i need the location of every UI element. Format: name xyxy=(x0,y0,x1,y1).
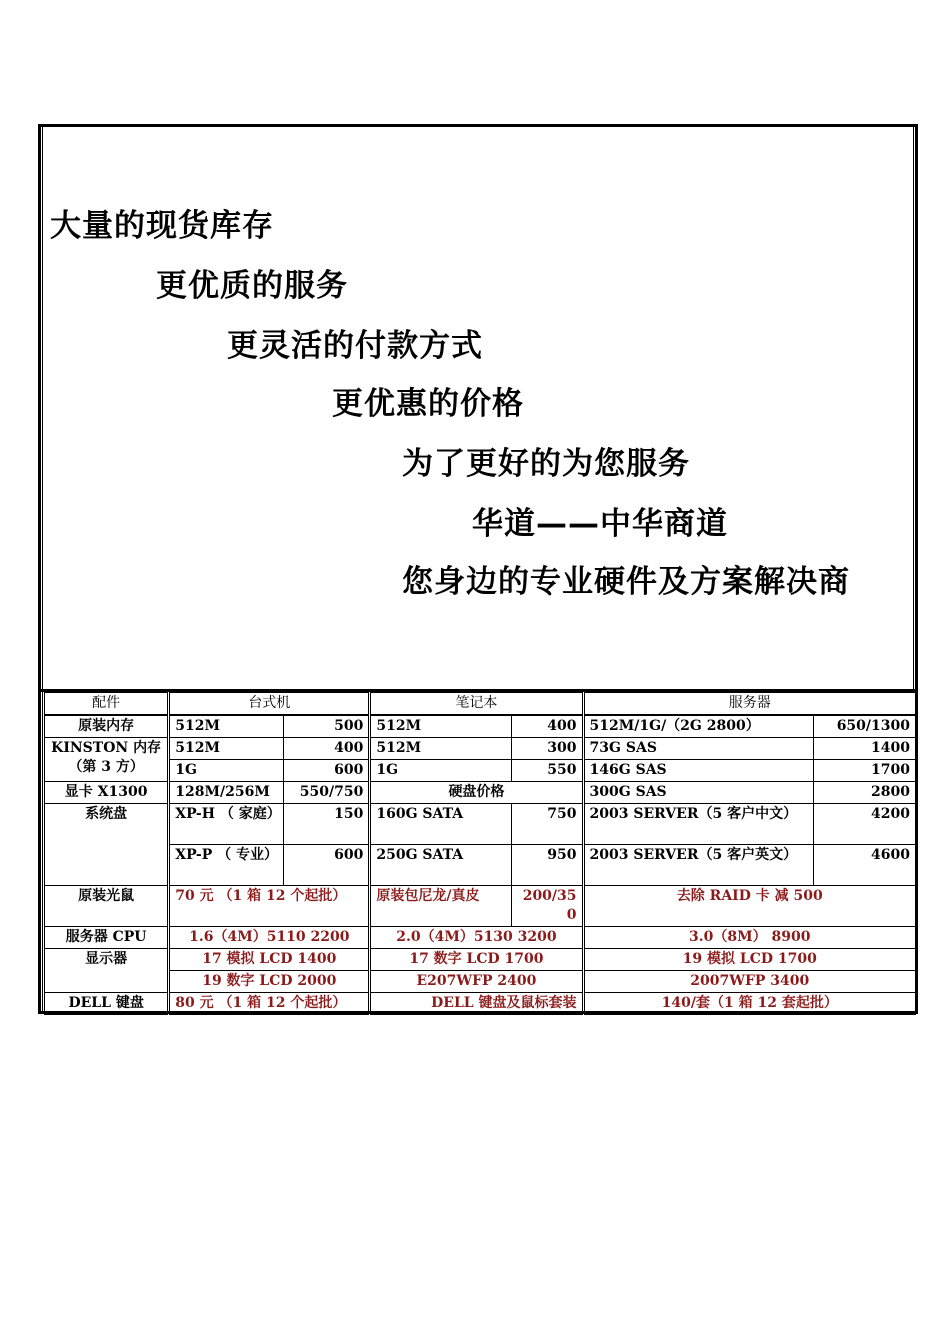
row-label: 服务器 CPU xyxy=(45,927,169,949)
desktop-item: 512M xyxy=(169,715,284,738)
desktop-price: 600 xyxy=(284,760,370,782)
server-item: 73G SAS xyxy=(583,738,813,760)
server-price: 1700 xyxy=(813,760,915,782)
server-item: 512M/1G/（2G 2800） xyxy=(583,715,813,738)
desktop-item: 512M xyxy=(169,738,284,760)
notebook-item: 512M xyxy=(370,715,511,738)
notebook-item: 512M xyxy=(370,738,511,760)
table-row xyxy=(45,886,916,927)
desktop-monitor: 19 数字 LCD 2000 xyxy=(169,971,370,993)
desktop-item: 128M/256M xyxy=(169,782,284,804)
notebook-hdd-header: 硬盘价格 xyxy=(370,782,583,804)
header-part: 配件 xyxy=(45,693,169,716)
price-table xyxy=(44,692,916,1015)
desktop-keyboard: 80 元 （1 箱 12 个起批） xyxy=(169,993,370,1015)
table-header-row xyxy=(45,693,916,716)
table-row xyxy=(45,993,916,1015)
header-server: 服务器 xyxy=(583,693,915,716)
server-price: 1400 xyxy=(813,738,915,760)
table-row xyxy=(45,949,916,971)
server-price: 2800 xyxy=(813,782,915,804)
row-label: 显示器 xyxy=(45,949,169,993)
server-offer: 去除 RAID 卡 减 500 xyxy=(583,886,915,927)
slogan-price: 更优惠的价格 xyxy=(332,386,524,422)
server-price: 4600 xyxy=(813,845,915,886)
notebook-price: 550 xyxy=(511,760,583,782)
notebook-price: 750 xyxy=(511,804,583,845)
notebook-item: 原装包尼龙/真皮 xyxy=(370,886,511,927)
server-item: 2003 SERVER（5 客户英文） xyxy=(583,845,813,886)
table-row xyxy=(45,782,916,804)
server-monitor: 19 模拟 LCD 1700 xyxy=(583,949,915,971)
server-item: 2003 SERVER（5 客户中文） xyxy=(583,804,813,845)
notebook-price: 950 xyxy=(511,845,583,886)
slogan-better-service: 为了更好的为您服务 xyxy=(402,446,690,482)
notebook-price: 300 xyxy=(511,738,583,760)
table-row xyxy=(45,927,916,949)
notebook-price: 400 xyxy=(511,715,583,738)
table-row xyxy=(45,738,916,760)
table-row xyxy=(45,715,916,738)
slogan-stock: 大量的现货库存 xyxy=(50,208,274,244)
row-label: 显卡 X1300 xyxy=(45,782,169,804)
table-row xyxy=(45,760,916,782)
row-label: 原装内存 xyxy=(45,715,169,738)
desktop-cpu: 1.6（4M）5110 2200 xyxy=(169,927,370,949)
server-item: 300G SAS xyxy=(583,782,813,804)
notebook-item: 1G xyxy=(370,760,511,782)
row-label: 原装光鼠 xyxy=(45,886,169,927)
notebook-item: 250G SATA xyxy=(370,845,511,886)
desktop-monitor: 17 模拟 LCD 1400 xyxy=(169,949,370,971)
server-price: 650/1300 xyxy=(813,715,915,738)
server-item: 146G SAS xyxy=(583,760,813,782)
desktop-item: XP-P （ 专业） xyxy=(169,845,284,886)
table-row xyxy=(45,804,916,845)
notebook-monitor: 17 数字 LCD 1700 xyxy=(370,949,583,971)
desktop-item: 1G xyxy=(169,760,284,782)
server-monitor: 2007WFP 3400 xyxy=(583,971,915,993)
desktop-price: 150 xyxy=(284,804,370,845)
desktop-offer: 70 元 （1 箱 12 个起批） xyxy=(169,886,370,927)
server-keyboard: 140/套（1 箱 12 套起批） xyxy=(583,993,915,1015)
table-row xyxy=(45,845,916,886)
notebook-price: 200/350 xyxy=(511,886,583,927)
desktop-price: 500 xyxy=(284,715,370,738)
header-desktop: 台式机 xyxy=(169,693,370,716)
notebook-monitor: E207WFP 2400 xyxy=(370,971,583,993)
notebook-keyboard: DELL 键盘及鼠标套装 xyxy=(370,993,583,1015)
header-notebook: 笔记本 xyxy=(370,693,583,716)
server-cpu: 3.0（8M） 8900 xyxy=(583,927,915,949)
desktop-price: 400 xyxy=(284,738,370,760)
row-label: 系统盘 xyxy=(45,804,169,886)
frame-right-line xyxy=(913,124,914,692)
slogan-service: 更优质的服务 xyxy=(156,268,348,304)
table-row xyxy=(45,971,916,993)
slogan-company: 华道——中华商道 xyxy=(472,506,728,542)
desktop-price: 550/750 xyxy=(284,782,370,804)
server-price: 4200 xyxy=(813,804,915,845)
row-label: KINSTON 内存（第 3 方） xyxy=(45,738,169,782)
notebook-cpu: 2.0（4M）5130 3200 xyxy=(370,927,583,949)
slogan-solution-provider: 您身边的专业硬件及方案解决商 xyxy=(402,564,850,600)
desktop-item: XP-H （ 家庭） xyxy=(169,804,284,845)
row-label: DELL 键盘 xyxy=(45,993,169,1015)
frame-inner-line xyxy=(42,124,43,1014)
desktop-price: 600 xyxy=(284,845,370,886)
slogan-payment: 更灵活的付款方式 xyxy=(227,328,483,364)
notebook-item: 160G SATA xyxy=(370,804,511,845)
